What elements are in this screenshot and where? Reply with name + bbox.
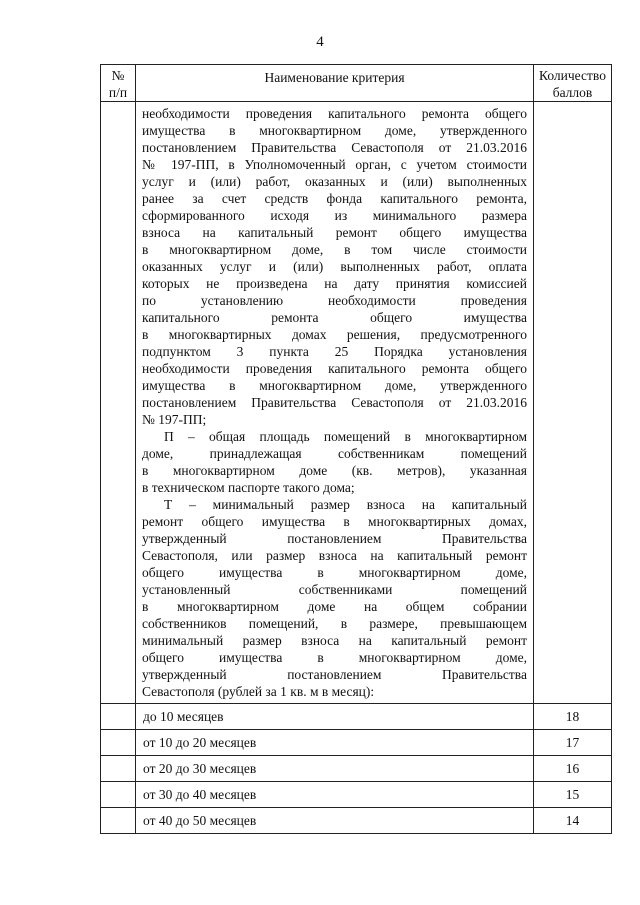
- points-value: 17: [534, 730, 612, 756]
- criterion-text-line: которых не произведена на дату принятия комиссией: [142, 276, 527, 291]
- criterion-text-line: ранее за счет средств фонда капитального ремонта,: [142, 191, 527, 206]
- criterion-body-row: [101, 102, 612, 704]
- score-row: [101, 808, 612, 834]
- criterion-text-line: доме, принадлежащая собственникам помещений: [142, 446, 527, 461]
- table-header-row: [101, 65, 612, 102]
- criterion-text-line: постановлением Правительства Севастополя от 21.03.2016: [142, 140, 527, 155]
- criterion-text-line: сформированного исходя из минимального размера: [142, 208, 527, 223]
- criterion-text-line: взноса на капитальный ремонт общего имущества: [142, 225, 527, 240]
- criterion-text-line: в многоквартирном доме (кв. метров), указанная: [142, 463, 527, 478]
- criterion-text-line: оказанных услуг и (или) выполненных работ, оплата: [142, 259, 527, 274]
- term-cell: от 30 до 40 месяцев: [136, 782, 534, 808]
- points-cell: [534, 102, 612, 704]
- criterion-text-line: утвержденный постановлением Правительства: [142, 531, 527, 546]
- criterion-text-line: в многоквартирных домах решения, предусмотренного: [142, 327, 527, 342]
- points-value: 18: [534, 704, 612, 730]
- criterion-text-line: капитального ремонта общего имущества: [142, 310, 527, 325]
- criterion-text-line: № 197-ПП, в Уполномоченный орган, с учетом стоимости: [142, 157, 527, 172]
- points-value: 15: [534, 782, 612, 808]
- criterion-text-line: Т – минимальный размер взноса на капитальный: [164, 497, 527, 512]
- criterion-text-line: необходимости проведения капитального ремонта общего: [142, 106, 527, 121]
- criterion-text-line: в многоквартирном доме на общем собрании: [142, 599, 527, 614]
- num-cell: [101, 730, 136, 756]
- points-value: 14: [534, 808, 612, 834]
- criterion-text-line: Севастополя (рублей за 1 кв. м в месяц):: [142, 684, 375, 699]
- criterion-text-line: собственников помещений, в размере, превышающем: [142, 616, 527, 631]
- criterion-text-cell: [136, 102, 534, 704]
- criterion-text-line: необходимости проведения капитального ремонта общего: [142, 361, 527, 376]
- term-cell: от 10 до 20 месяцев: [136, 730, 534, 756]
- criterion-text-line: № 197-ПП;: [142, 412, 207, 427]
- criterion-text-line: постановлением Правительства Севастополя от 21.03.2016: [142, 395, 527, 410]
- criterion-text-line: общего имущества в многоквартирном доме,: [142, 565, 527, 580]
- score-row: [101, 756, 612, 782]
- points-value: 16: [534, 756, 612, 782]
- criterion-text-line: П – общая площадь помещений в многоквартирном: [164, 429, 527, 444]
- num-cell: [101, 808, 136, 834]
- criterion-text-line: общего имущества в многоквартирном доме,: [142, 650, 527, 665]
- criteria-table: [100, 64, 612, 834]
- num-cell: [101, 756, 136, 782]
- criterion-text-line: услуг и (или) работ, оказанных и (или) выполненных: [142, 174, 527, 189]
- criterion-text-line: имущества в многоквартирном доме, утвержденного: [142, 378, 527, 393]
- criterion-text-line: по установлению необходимости проведения: [142, 293, 527, 308]
- num-cell: [101, 102, 136, 704]
- term-cell: до 10 месяцев: [136, 704, 534, 730]
- criterion-text-line: утвержденный постановлением Правительства: [142, 667, 527, 682]
- num-cell: [101, 782, 136, 808]
- criterion-text-line: Севастополя, или размер взноса на капитальный ремонт: [142, 548, 527, 563]
- criterion-text-line: в многоквартирном доме, в том числе стоимости: [142, 242, 527, 257]
- header-points: Количество баллов: [534, 65, 612, 102]
- header-criterion: Наименование критерия: [136, 65, 534, 102]
- criterion-text-line: установленный собственниками помещений: [142, 582, 527, 597]
- term-cell: от 40 до 50 месяцев: [136, 808, 534, 834]
- criterion-text-line: имущества в многоквартирном доме, утвержденного: [142, 123, 527, 138]
- criterion-text-line: минимальный размер взноса на капитальный ремонт: [142, 633, 527, 648]
- header-num: № п/п: [101, 65, 136, 102]
- term-cell: от 20 до 30 месяцев: [136, 756, 534, 782]
- score-row: [101, 782, 612, 808]
- criterion-text-line: в техническом паспорте такого дома;: [142, 480, 355, 495]
- criterion-text-line: подпунктом 3 пункта 25 Порядка установления: [142, 344, 527, 359]
- page-number: 4: [316, 34, 324, 50]
- criterion-text-line: ремонт общего имущества в многоквартирных домах,: [142, 514, 527, 529]
- num-cell: [101, 704, 136, 730]
- score-row: [101, 704, 612, 730]
- score-row: [101, 730, 612, 756]
